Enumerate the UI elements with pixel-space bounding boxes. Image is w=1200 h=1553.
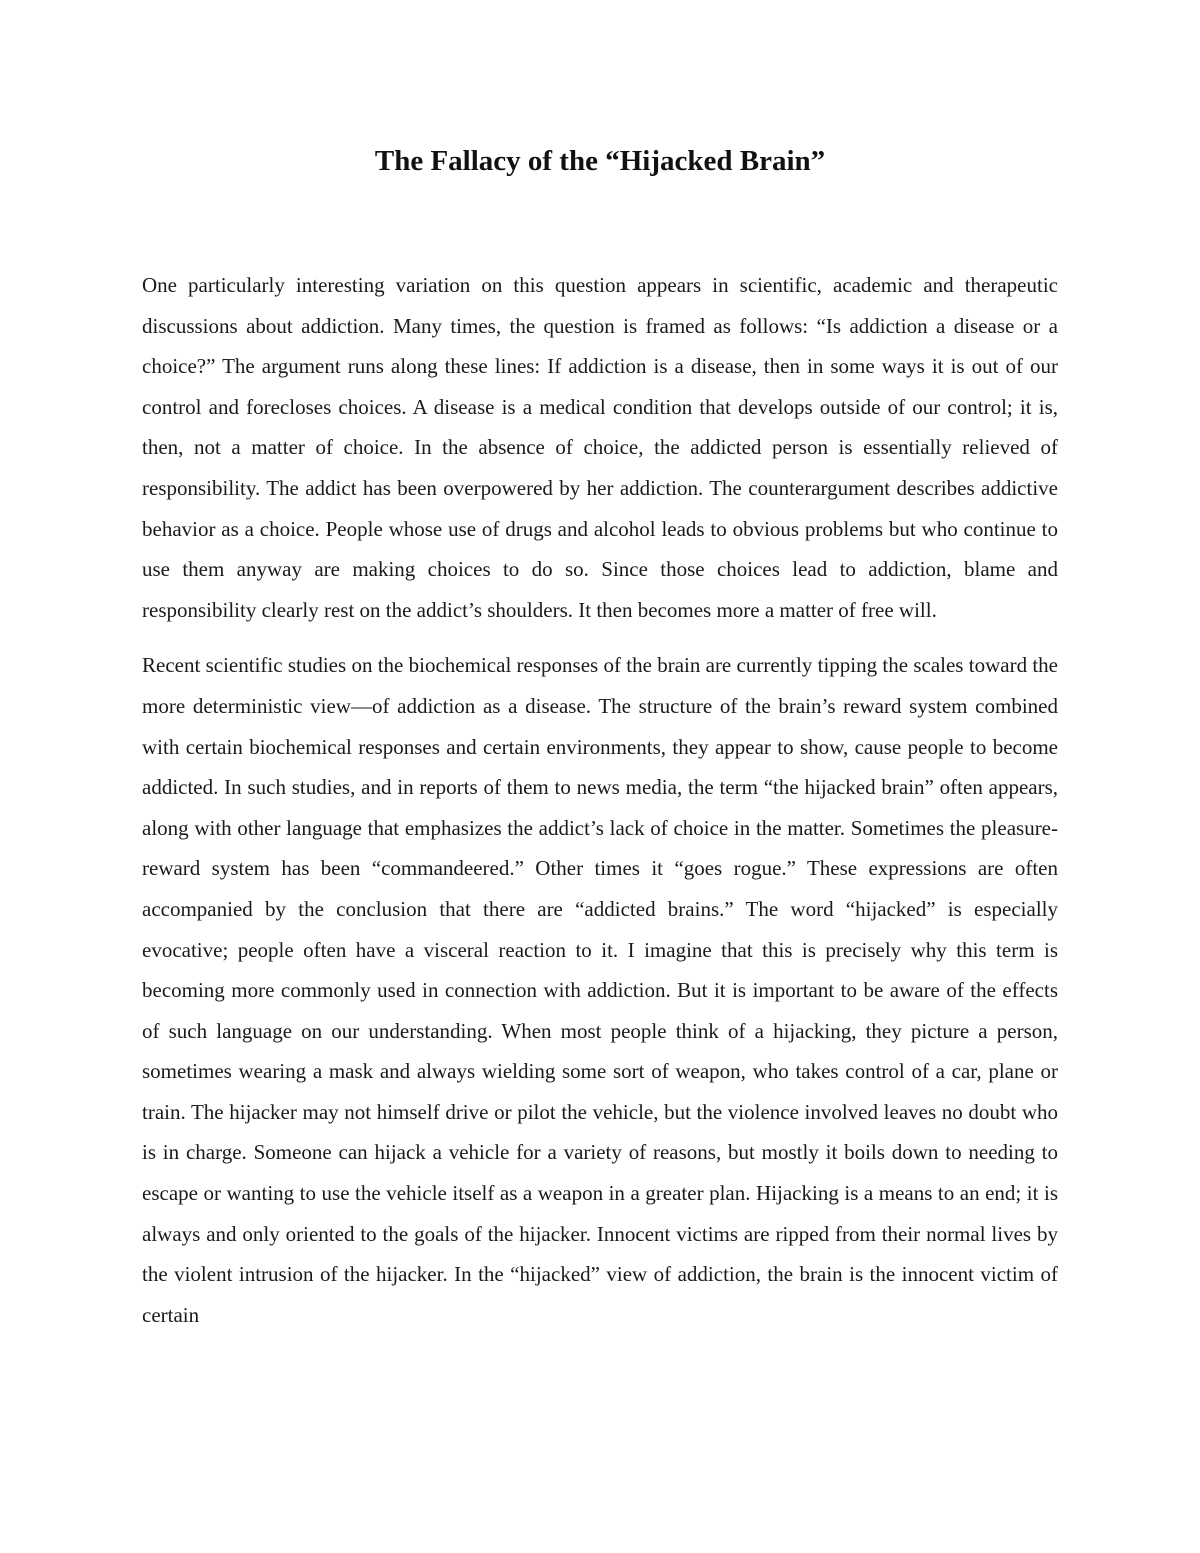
document-title: The Fallacy of the “Hijacked Brain” (374, 145, 826, 177)
paragraph: One particularly interesting variation on this question appears in scientific, academic and therapeutic discussions about addiction. Many times, the question is framed as follows: “Is addiction a disease or a choice?” The argument runs along these lines: If addiction is a disease, then in some ways it is out of our control and forecloses choices. A disease is a medical condition that develops outside of our control; it is, then, not a matter of choice. In the absence of choice, the addicted person is essentially relieved of responsibility. The addict has been overpowered by her addiction. The counterargument describes addictive behavior as a choice. People whose use of drugs and alcohol leads to obvious problems but who continue to use them anyway are making choices to do so. Since those choices lead to addiction, blame and responsibility clearly rest on the addict’s shoulders. It then becomes more a matter of free will. (142, 273, 1058, 622)
paragraph: Recent scientific studies on the biochemical responses of the brain are currently tipping the scales toward the more deterministic view—of addiction as a disease. The structure of the brain’s reward system combined with certain biochemical responses and certain environments, they appear to show, cause people to become addicted. In such studies, and in reports of them to news media, the term “the hijacked brain” often appears, along with other language that emphasizes the addict’s lack of choice in the matter. Sometimes the pleasure-reward system has been “commandeered.” Other times it “goes rogue.” These expressions are often accompanied by the conclusion that there are “addicted brains.” The word “hijacked” is especially evocative; people often have a visceral reaction to it. I imagine that this is precisely why this term is becoming more commonly used in connection with addiction. But it is important to be aware of the effects of such language on our understanding. When most people think of a hijacking, they picture a person, sometimes wearing a mask and always wielding some sort of weapon, who takes control of a car, plane or train. The hijacker may not himself drive or pilot the vehicle, but the violence involved leaves no doubt who is in charge. Someone can hijack a vehicle for a variety of reasons, but mostly it boils down to needing to escape or wanting to use the vehicle itself as a weapon in a greater plan. Hijacking is a means to an end; it is always and only oriented to the goals of the hijacker. Innocent victims are ripped from their normal lives by the violent intrusion of the hijacker. In the “hijacked” view of addiction, the brain is the innocent victim of certain (142, 653, 1058, 1327)
document-body (142, 265, 1058, 1335)
